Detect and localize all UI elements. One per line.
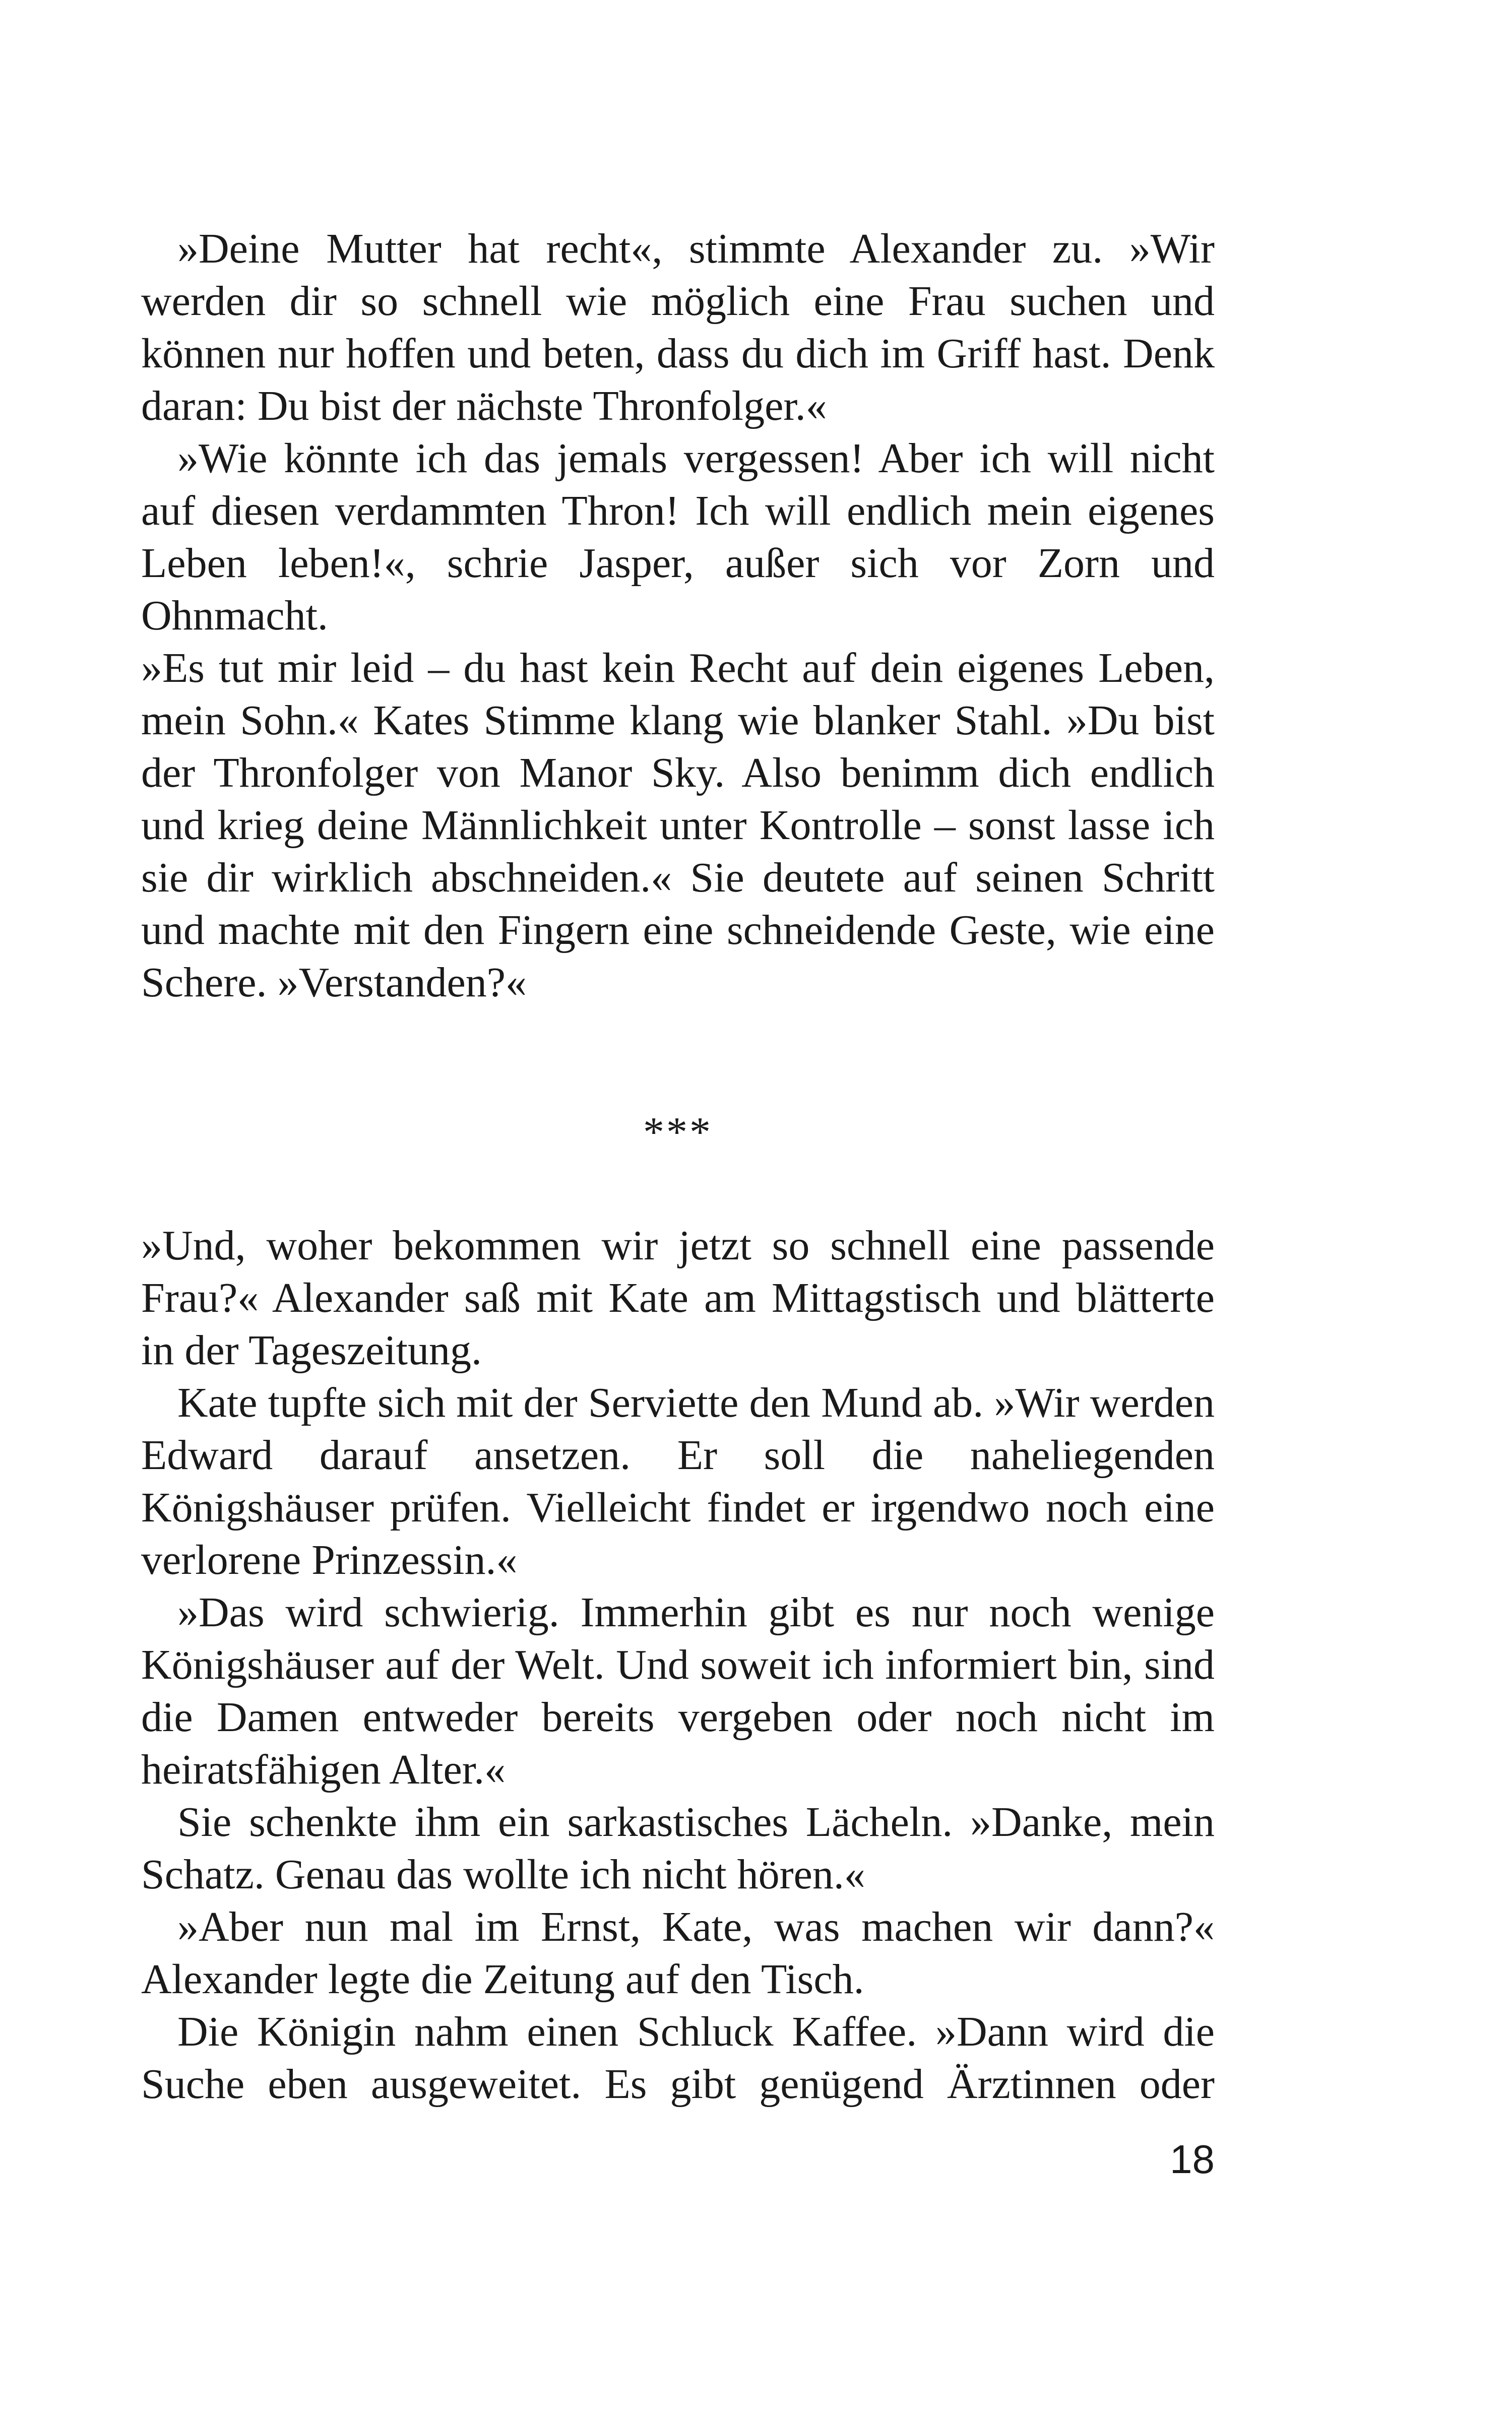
- paragraph: »Deine Mutter hat recht«, stimmte Alexander zu. »Wir werden dir so schnell wie möglich eine Frau suchen und können nur hoffen und beten, dass du dich im Griff hast. Denk daran: Du bist der nächste Thronfolger.«: [141, 225, 1215, 429]
- page-number: 18: [1170, 2137, 1215, 2182]
- text-section-2: [141, 1220, 1215, 2111]
- scene-break: ***: [643, 1109, 713, 1156]
- paragraph: Sie schenkte ihm ein sarkastisches Lächeln. »Danke, mein Schatz. Genau das wollte ich nicht hören.«: [141, 1799, 1215, 1898]
- paragraph: »Und, woher bekommen wir jetzt so schnell eine passende Frau?« Alexander saß mit Kate am Mittagstisch und blätterte in der Tageszeitung.: [141, 1222, 1215, 1374]
- paragraph: »Aber nun mal im Ernst, Kate, was machen wir dann?« Alexander legte die Zeitung auf den Tisch.: [141, 1903, 1215, 2003]
- paragraph: Die Königin nahm einen Schluck Kaffee. »Dann wird die Suche eben ausgeweitet. Es gibt genügend Ärztinnen oder: [141, 2008, 1215, 2108]
- paragraph: Kate tupfte sich mit der Serviette den Mund ab. »Wir werden Edward darauf ansetzen. Er soll die naheliegenden Königshäuser prüfen. Vielleicht findet er irgendwo noch eine verlorene Prinzessin.«: [141, 1379, 1215, 1583]
- paragraph: »Das wird schwierig. Immerhin gibt es nur noch wenige Königshäuser auf der Welt. Und soweit ich informiert bin, sind die Damen entweder bereits vergeben oder noch nicht im heiratsfähigen Alter.«: [141, 1589, 1215, 1793]
- text-section-1: [141, 223, 1215, 1009]
- paragraph: »Es tut mir leid – du hast kein Recht auf dein eigenes Leben, mein Sohn.« Kates Stimme klang wie blanker Stahl. »Du bist der Thronfolger von Manor Sky. Also benimm dich endlich und krieg deine Männlichkeit unter Kontrolle – sonst lasse ich sie dir wirklich abschneiden.« Sie deutete auf seinen Schritt und machte mit den Fingern eine schneidende Geste, wie eine Schere. »Verstanden?«: [141, 645, 1215, 1006]
- paragraph: »Wie könnte ich das jemals vergessen! Aber ich will nicht auf diesen verdammten Thron! Ich will endlich mein eigenes Leben leben!«, schrie Jasper, außer sich vor Zorn und Ohnmacht.: [141, 435, 1215, 639]
